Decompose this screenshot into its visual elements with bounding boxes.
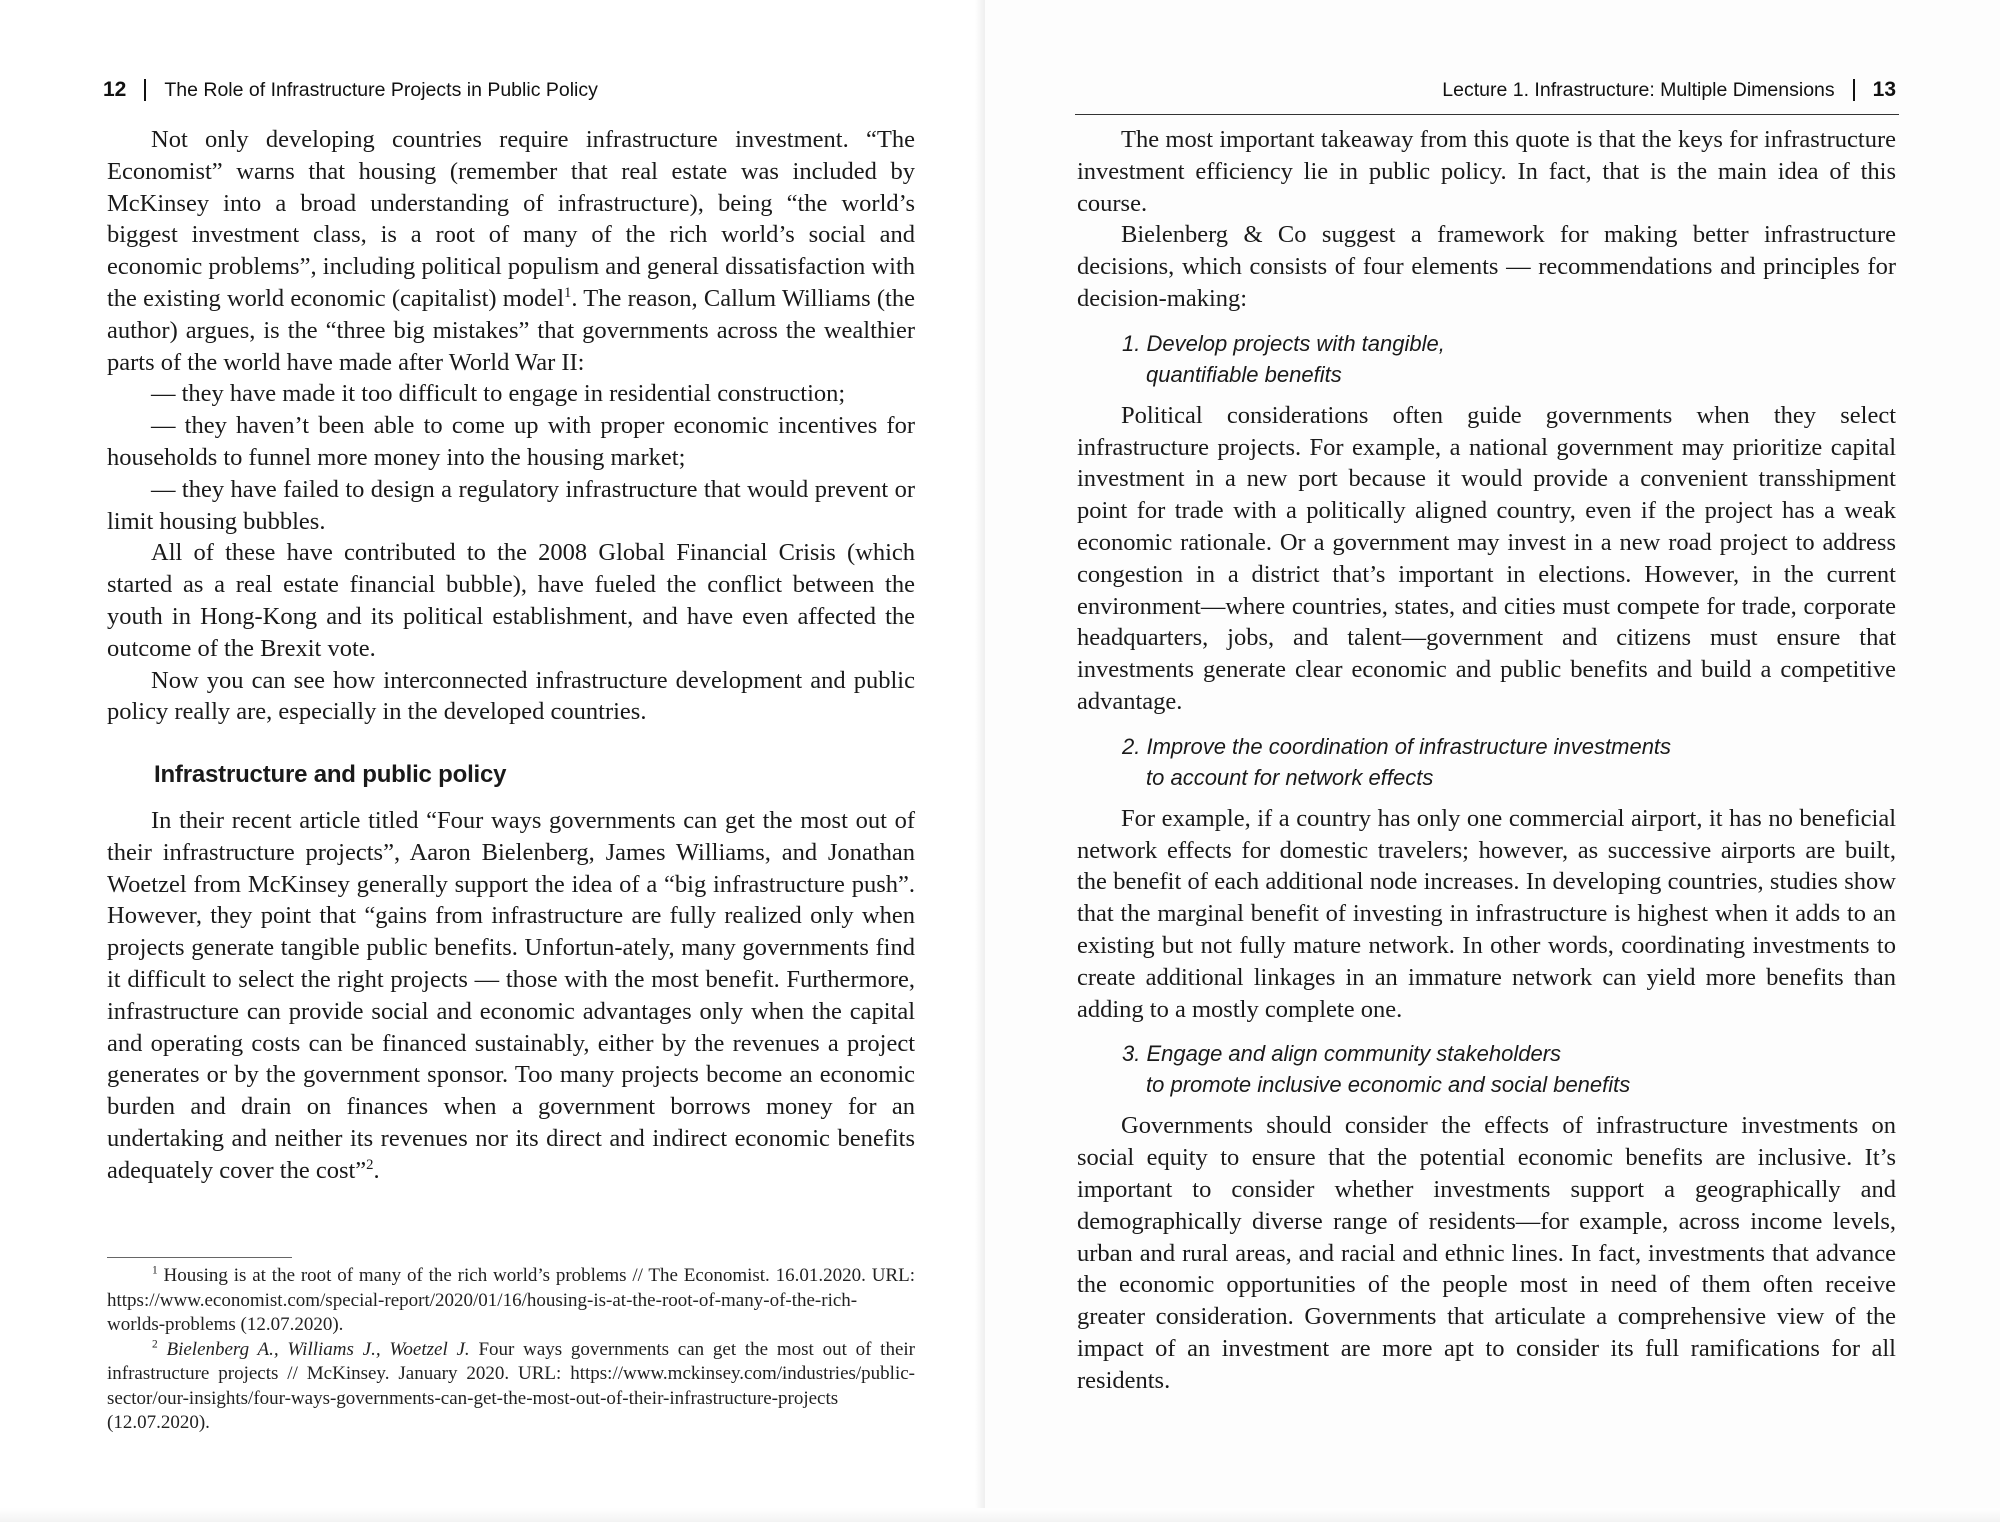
footnotes	[107, 1264, 915, 1436]
right-page-number: 13	[1872, 78, 1896, 101]
paragraph: Now you can see how interconnected infrastructure development and public policy really are, especially in the developed countries.	[107, 666, 915, 726]
right-running-header	[1442, 78, 1896, 102]
list-item: — they have made it too difficult to engage in residential construction;	[151, 380, 846, 408]
left-header-title: The Role of Infrastructure Projects in Public Policy	[164, 78, 598, 101]
footnote-reference: 1	[564, 284, 572, 301]
header-rule	[1075, 114, 1899, 115]
left-page	[0, 0, 985, 1522]
paragraph: In their recent article titled “Four ways governments can get the most out of their infrastructure projects”, Aaron Bielenberg, James Williams, and Jonathan Woetzel from McKinsey generally support the idea of a “big infrastructure push”. However, they point that “gains from infrastructure are fully realized only when projects generate tangible public benefits. Unfortun-ately, many governments find it difficult to select the right projects — those with the most benefit. Furthermore, infrastructure can provide social and economic advantages only when the capital and operating costs can be financed sustainably, either by the revenues a project generates or by the government sponsor. Too many projects become an economic burden and drain on finances when a government borrows money for an undertaking and neither its revenues nor its direct and indirect economic benefits adequately cover the cost”$^2$.	[107, 806, 915, 1184]
footnote-authors: Bielenberg A., Williams J., Woetzel J.	[166, 1338, 470, 1360]
footnote-divider	[107, 1257, 292, 1258]
right-body-text	[1077, 124, 1896, 1397]
header-separator	[144, 79, 146, 101]
list-item: — they have failed to design a regulatory infrastructure that would prevent or limit housing bubbles.	[107, 475, 915, 535]
list-item: — they haven’t been able to come up with proper economic incentives for households to funnel more money into the housing market;	[107, 412, 915, 471]
principle-heading: 2. Improve the coordination of infrastructure investments to account for network effects	[1122, 733, 1672, 790]
page-bottom-edge	[0, 1508, 2000, 1522]
principle-heading: 1. Develop projects with tangible, quantifiable benefits	[1122, 330, 1445, 387]
left-body-text	[107, 124, 915, 1187]
section-heading: Infrastructure and public policy	[154, 761, 507, 789]
paragraph: The most important takeaway from this quote is that the keys for infrastructure investment efficiency lie in public policy. In fact, that is the main idea of this course.	[1077, 126, 1896, 217]
right-header-title: Lecture 1. Infrastructure: Multiple Dimensions	[1442, 78, 1835, 101]
footnote-reference: 2	[366, 1156, 374, 1173]
paragraph: Not only developing countries require infrastructure investment. “The Economist” warns that housing (remember that real estate was included by McKinsey into a broad understanding of infrastructure), being “the world’s biggest investment class, is a root of many of the rich world’s social and economic problems”, including political populism and general dissatisfaction with the existing world economic (capitalist) model$^1$. The reason, Callum Williams (the author) argues, is the “three big mistakes” that governments across the wealthier parts of the world have made after World War II:	[107, 126, 915, 376]
footnote: $^1$ Housing is at the root of many of the rich world’s problems // The Economist. 16.01.2020. URL: https://www.economist.com/special-report/2020/01/16/housing-is-at-the-root-of-many-of-the-rich-worlds-problems (12.07.2020).	[107, 1264, 915, 1335]
left-page-number: 12	[103, 78, 127, 101]
principle-heading: 3. Engage and align community stakeholders to promote inclusive economic and social benefits	[1122, 1041, 1631, 1098]
paragraph: Bielenberg & Co suggest a framework for making better infrastructure decisions, which consists of four elements — recommendations and principles for decision-making:	[1077, 221, 1896, 312]
paragraph: Governments should consider the effects of infrastructure investments on social equity to ensure that the potential economic benefits are inclusive. It’s important to consider whether investments support a geographically and demographically diverse range of residents—for example, across income levels, urban and rural areas, and racial and ethnic lines. In fact, investments that advance the economic opportunities of the people most in need of them often receive greater consideration. Governments that articulate a comprehensive view of the impact of an investment are more apt to consider its full ramifications for all residents.	[1077, 1112, 1896, 1394]
paragraph: Political considerations often guide governments when they select infrastructure projects. For example, a national government may prioritize capital investment in a new port because it would provide a convenient transshipment point for trade with a politically aligned country, even if the project has a weak economic rationale. Or a government may invest in a new road project to address congestion in a district that’s important in elections. However, in the current environment—where countries, states, and cities must compete for trade, corporate headquarters, jobs, and talent—government and citizens must ensure that investments generate clear economic and public benefits and build a competitive advantage.	[1077, 401, 1896, 715]
header-separator	[1853, 79, 1855, 101]
paragraph: For example, if a country has only one commercial airport, it has no beneficial network effects for domestic travelers; however, as successive airports are built, the benefit of each additional node increases. In developing countries, studies show that the marginal benefit of investing in infrastructure is highest when it adds to an existing but not fully mature network. In other words, coordinating investments to create additional linkages in an immature network can yield more benefits than adding to a mostly complete one.	[1077, 804, 1896, 1023]
paragraph: All of these have contributed to the 2008 Global Financial Crisis (which started as a real estate financial bubble), have fueled the conflict between the youth in Hong-Kong and its political establishment, and have even affected the outcome of the Brexit vote.	[107, 539, 915, 662]
left-running-header	[103, 78, 598, 102]
footnote: $^2$ Bielenberg A., Williams J., Woetzel J. Four ways governments can get the most out of their infrastructure projects // McKinsey. January 2020. URL: https://www.mckinsey.com/industries/public-sector/our-insights/four-ways-governments-can-get-the-most-out-of-their-infrastructure-projects (12.07.2020).	[107, 1338, 915, 1433]
